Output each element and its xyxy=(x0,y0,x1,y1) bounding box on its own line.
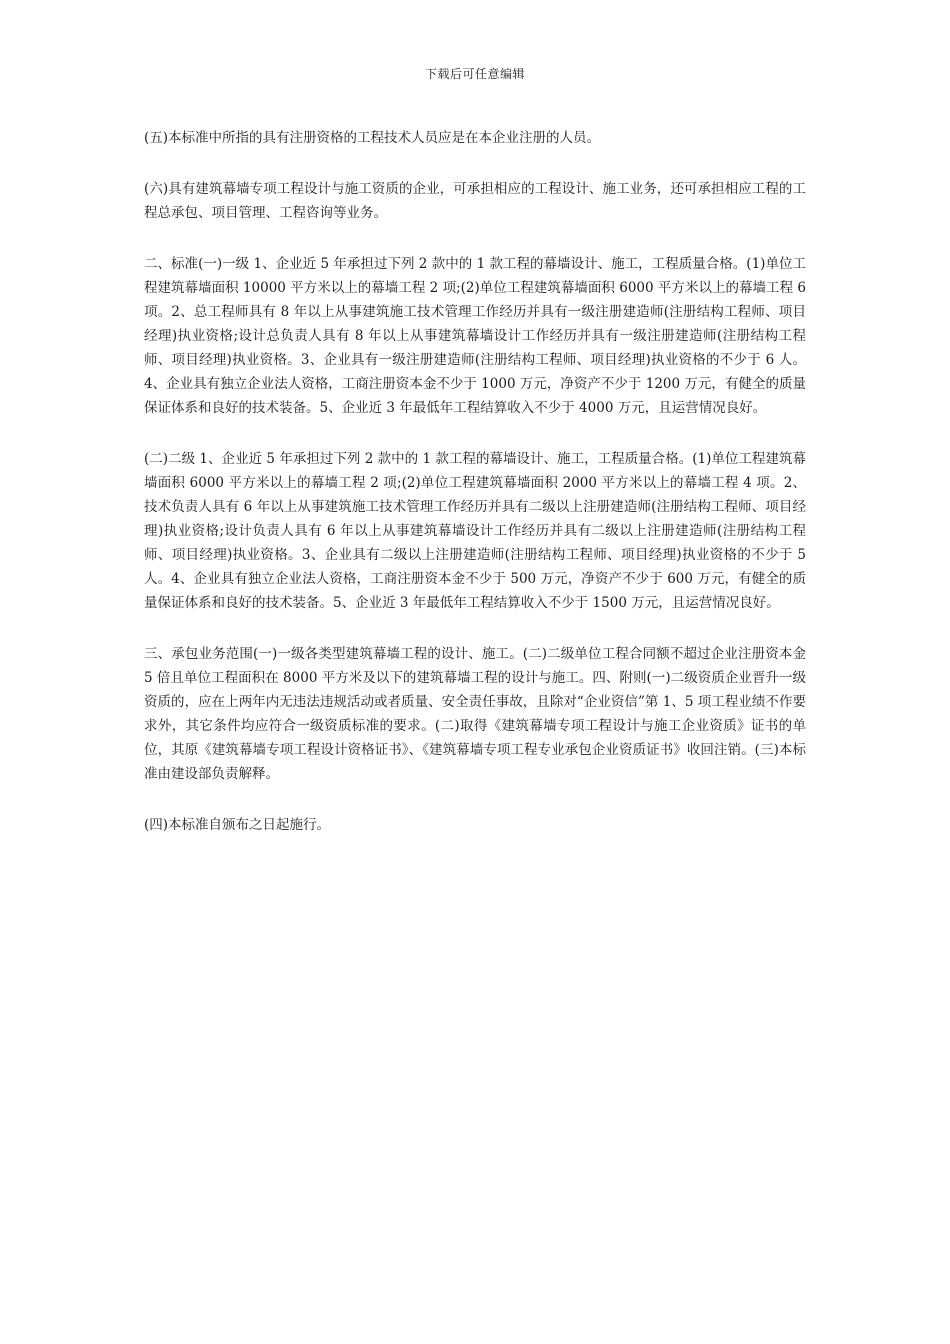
page-header: 下载后可任意编辑 xyxy=(424,67,525,81)
paragraph-business-scope: 三、承包业务范围(一)一级各类型建筑幕墙工程的设计、施工。(二)二级单位工程合同额不超过企业注册资本金 5 倍且单位工程面积在 8000 平方米及以下的建筑幕墙工程的设计与施工。四、附则(一)二级资质企业晋升一级资质的，应在上两年内无违法违规活动或者质量、安全责任事故，且除对“企业资信”第 1、5 项工程业绩不作要求外，其它条件均应符合一级资质标准的要求。(二)取得《建筑幕墙专项工程设计与施工企业资质》证书的单位，其原《建筑幕墙专项工程设计资格证书》、《建筑幕墙专项工程专业承包企业资质证书》收回注销。(三)本标准由建设部负责解释。 xyxy=(144,646,806,782)
document-body xyxy=(144,126,806,864)
paragraph-standard-level-one: 二、标准(一)一级 1、企业近 5 年承担过下列 2 款中的 1 款工程的幕墙设计、施工，工程质量合格。(1)单位工程建筑幕墙面积 10000 平方米以上的幕墙工程 2 项;(2)单位工程建筑幕墙面积 6000 平方米以上的幕墙工程 6 项。2、总工程师具有 8 年以上从事建筑施工技术管理工作经历并具有一级注册建造师(注册结构工程师、项目经理)执业资格;设计总负责人具有 8 年以上从事建筑幕墙设计工作经历并具有一级注册建造师(注册结构工程师、项目经理)执业资格。3、企业具有一级注册建造师(注册结构工程师、项目经理)执业资格的不少于 6 人。4、企业具有独立企业法人资格，工商注册资本金不少于 1000 万元，净资产不少于 1200 万元，有健全的质量保证体系和良好的技术装备。5、企业近 3 年最低年工程结算收入不少于 4000 万元，且运营情况良好。 xyxy=(144,256,806,416)
paragraph-effective-date: (四)本标准自颁布之日起施行。 xyxy=(144,817,331,833)
paragraph-standard-level-two: (二)二级 1、企业近 5 年承担过下列 2 款中的 1 款工程的幕墙设计、施工，工程质量合格。(1)单位工程建筑幕墙面积 6000 平方米以上的幕墙工程 2 项;(2)单位工程建筑幕墙面积 2000 平方米以上的幕墙工程 4 项。2、技术负责人具有 6 年以上从事建筑施工技术管理工作经历并具有二级以上注册建造师(注册结构工程师、项目经理)执业资格;设计负责人具有 6 年以上从事建筑幕墙设计工作经历并具有二级以上注册建造师(注册结构工程师、项目经理)执业资格。3、企业具有二级以上注册建造师(注册结构工程师、项目经理)执业资格的不少于 5 人。4、企业具有独立企业法人资格，工商注册资本金不少于 500 万元，净资产不少于 600 万元，有健全的质量保证体系和良好的技术装备。5、企业近 3 年最低年工程结算收入不少于 1500 万元，且运营情况良好。 xyxy=(144,451,806,611)
paragraph-five: (五)本标准中所指的具有注册资格的工程技术人员应是在本企业注册的人员。 xyxy=(144,130,601,146)
paragraph-six: (六)具有建筑幕墙专项工程设计与施工资质的企业，可承担相应的工程设计、施工业务，还可承担相应工程的工程总承包、项目管理、工程咨询等业务。 xyxy=(144,181,806,221)
